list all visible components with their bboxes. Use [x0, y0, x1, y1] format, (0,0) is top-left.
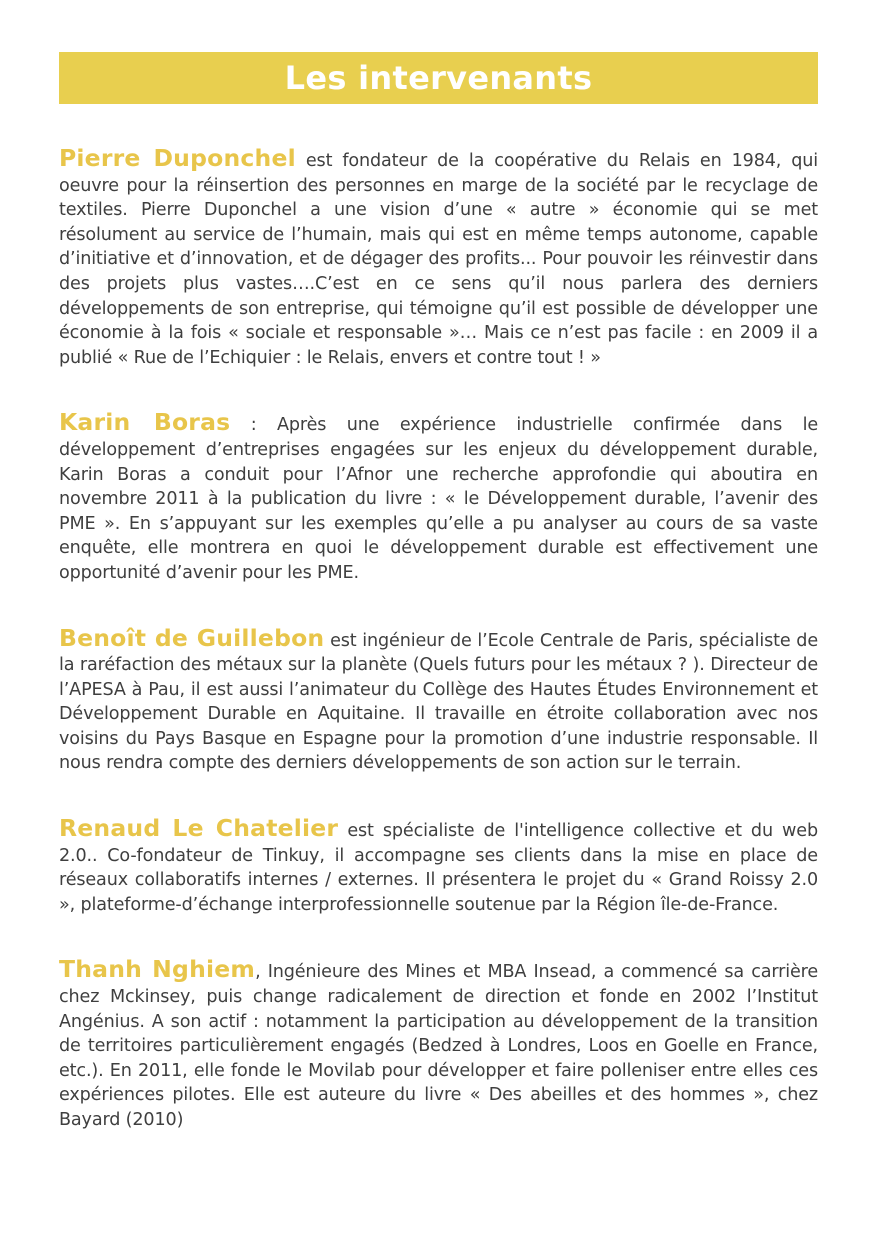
- speaker-bio: , Ingénieure des Mines et MBA Insead, a commencé sa carrière chez Mckinsey, puis change radicalement de direction et fonde en 2002 l’Institut Angénius. A son actif : notamment la participation au développement de la transition de territoires particulièrement engagés (Bedzed à Londres, Loos en Goelle en France, etc.). En 2011, elle fonde le Movilab pour développer et faire polleniser entre elles ces expériences pilotes. Elle est auteure du livre « Des abeilles et des hommes », chez Bayard (2010): [59, 962, 819, 1130]
- speaker-bio: est ingénieur de l’Ecole Centrale de Paris, spécialiste de la raréfaction des métaux sur la planète (Quels futurs pour les métaux ? ). Directeur de l’APESA à Pau, il est aussi l’animateur du Collège des Hautes Études Environnement et Développement Durable en Aquitaine. Il travaille en étroite collaboration avec nos voisins du Pays Basque en Espagne pour la promotion d’une industrie responsable. Il nous rendra compte des derniers développements de son action sur le terrain.: [59, 630, 819, 774]
- speakers-list: [59, 146, 818, 1133]
- speaker-name: Karin Boras: [59, 408, 231, 437]
- speaker-name: Renaud Le Chatelier: [59, 814, 339, 843]
- speaker-name: Benoît de Guillebon: [59, 623, 325, 652]
- speaker-paragraph: [59, 146, 818, 370]
- page-title: Les intervenants: [284, 59, 593, 97]
- speaker-paragraph: [59, 816, 818, 917]
- speaker-bio: est fondateur de la coopérative du Relais en 1984, qui oeuvre pour la réinsertion des personnes en marge de la société par le recyclage de textiles. Pierre Duponchel a une vision d’une « autre » économie qui se met résolument au service de l’humain, mais qui est en même temps autonome, capable d’initiative et d’innovation, et de dégager des profits... Pour pouvoir les réinvestir dans des projets plus vastes….C’est en ce sens qu’il nous parlera des derniers développements de son entreprise, qui témoigne qu’il est possible de développer une économie à la fois « sociale et responsable »… Mais ce n’est pas facile : en 2009 il a publié « Rue de l’Echiquier : le Relais, envers et contre tout ! »: [59, 151, 818, 368]
- speaker-paragraph: [59, 957, 818, 1132]
- speaker-bio: : Après une expérience industrielle confirmée dans le développement d’entreprises engagées sur les enjeux du développement durable, Karin Boras a conduit pour l’Afnor une recherche approfondie qui aboutira en novembre 2011 à la publication du livre : « le Développement durable, l’avenir des PME ». En s’appuyant sur les exemples qu’elle a pu analyser au cours de sa vaste enquête, elle montrera en quoi le développement durable est effectivement une opportunité d’avenir pour les PME.: [59, 415, 818, 583]
- speaker-paragraph: [59, 410, 818, 585]
- speaker-name: Pierre Duponchel: [59, 144, 296, 172]
- speaker-bio: est spécialiste de l'intelligence collective et du web 2.0.. Co-fondateur de Tinkuy, il accompagne ses clients dans la mise en place de réseaux collaboratifs internes / externes. Il présentera le projet du « Grand Roissy 2.0 », plateforme-d’échange interprofessionnelle soutenue par la Région île-de-France.: [59, 821, 818, 915]
- speaker-name: Thanh Nghiem: [59, 955, 256, 984]
- title-banner: [59, 52, 818, 104]
- speaker-paragraph: [59, 623, 819, 777]
